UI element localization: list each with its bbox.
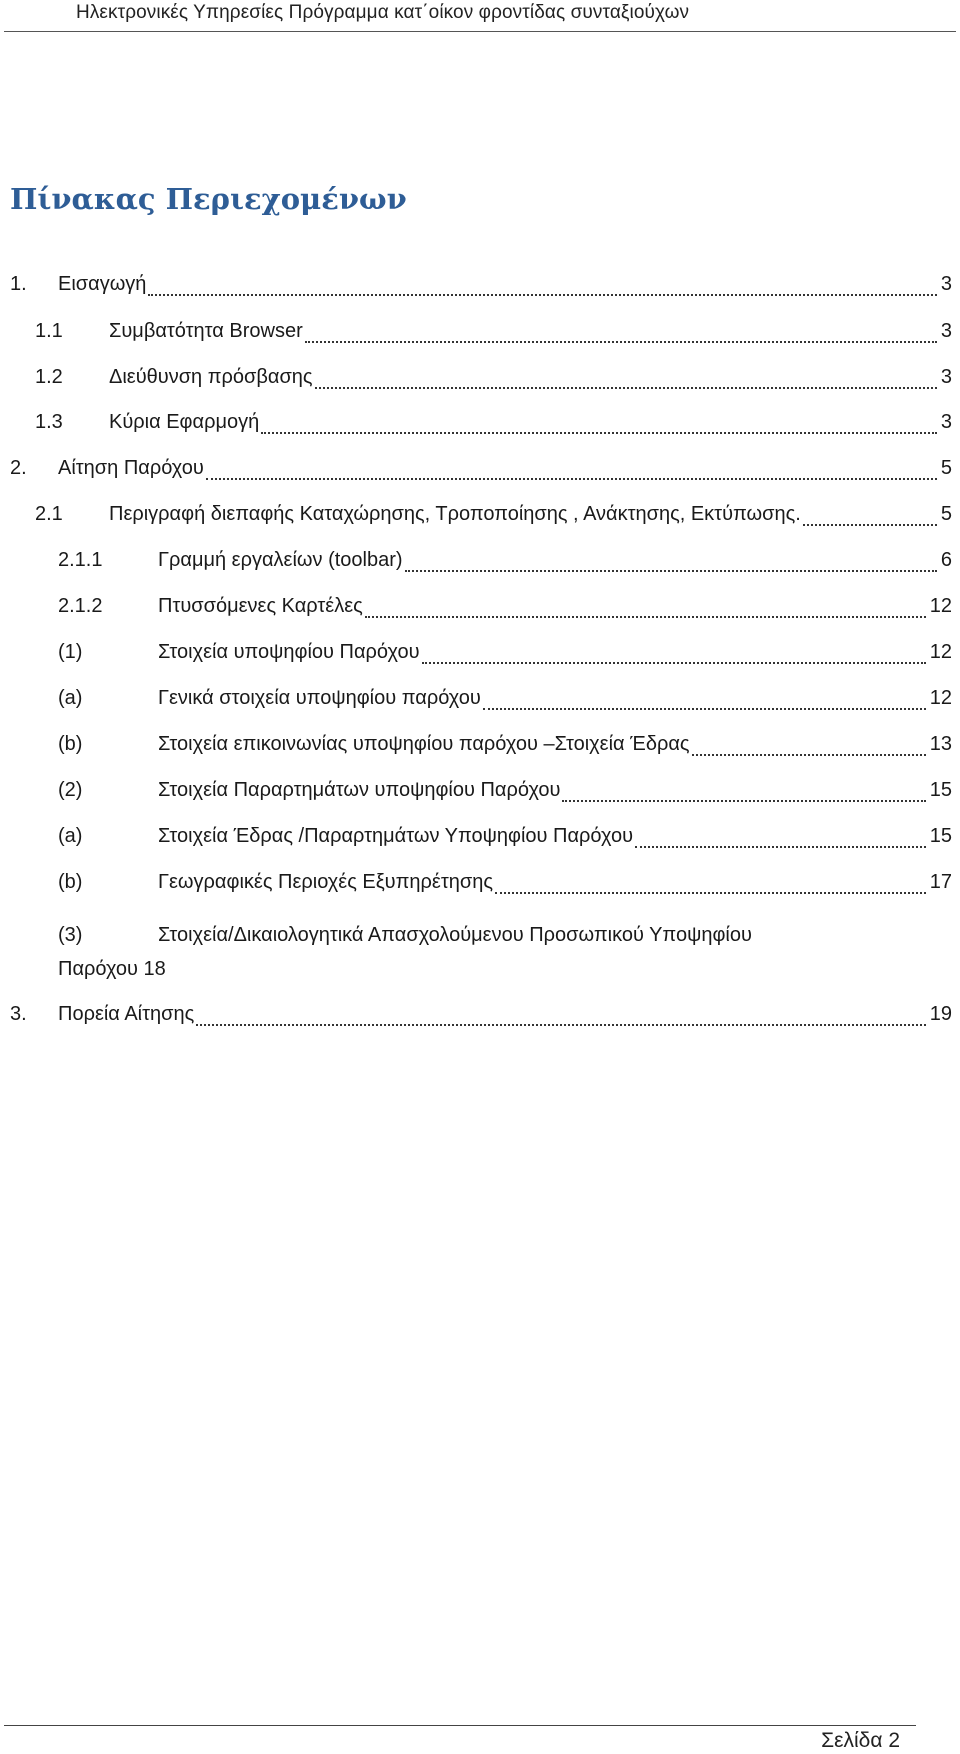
toc-entry[interactable] xyxy=(58,641,952,671)
toc-entry[interactable] xyxy=(58,687,952,717)
toc-entry-page: 3 xyxy=(940,366,952,388)
header-divider xyxy=(4,31,956,32)
toc-entry-number: 2. xyxy=(10,457,27,479)
toc-leader xyxy=(483,707,926,710)
toc-leader xyxy=(562,799,925,802)
toc-entry-text: Γεωγραφικές Περιοχές Εξυπηρέτησης xyxy=(158,871,493,893)
toc-title: Πίνακας Περιεχομένων xyxy=(10,182,407,216)
toc-leader xyxy=(803,523,937,526)
toc-leader xyxy=(206,477,937,480)
toc-entry-page: 3 xyxy=(940,273,952,295)
toc-entry-page: 19 xyxy=(929,1003,952,1025)
toc-entry-text: Αίτηση Παρόχου xyxy=(58,457,204,479)
toc-leader xyxy=(315,386,937,389)
toc-entry[interactable] xyxy=(35,366,952,396)
toc-entry-text: Στοιχεία/Δικαιολογητικά Απασχολούμενου Προσωπικού Υποψηφίου xyxy=(158,924,752,946)
toc-entry-number: (a) xyxy=(58,687,83,709)
toc-entry[interactable] xyxy=(58,825,952,855)
toc-entry-page: 15 xyxy=(929,825,952,847)
toc-entry[interactable] xyxy=(58,779,952,809)
toc-entry[interactable] xyxy=(35,503,952,533)
toc-entry[interactable] xyxy=(58,595,952,625)
page-header xyxy=(0,0,960,34)
toc-entry-page: 6 xyxy=(940,549,952,571)
toc-entry-number: (3) xyxy=(58,924,83,946)
toc-entry[interactable] xyxy=(58,871,952,901)
toc-leader xyxy=(405,569,937,572)
toc-entry-text: Στοιχεία επικοινωνίας υποψηφίου παρόχου –Στοιχεία Έδρας xyxy=(158,733,690,755)
toc-entry[interactable] xyxy=(10,273,952,303)
toc-entry-number: 1.2 xyxy=(35,366,63,388)
toc-entry-number: (b) xyxy=(58,871,83,893)
toc-leader xyxy=(635,845,926,848)
toc-entry-number: 1. xyxy=(10,273,27,295)
toc-entry-text: Διεύθυνση πρόσβασης xyxy=(109,366,313,388)
toc-entry-text: Εισαγωγή xyxy=(58,273,147,295)
toc-entry[interactable] xyxy=(10,428,952,458)
toc-entry-page: 3 xyxy=(940,320,952,342)
toc-entry[interactable] xyxy=(58,549,952,579)
toc-entry-text: Συμβατότητα Browser xyxy=(109,320,303,342)
toc-entry-text: Στοιχεία Έδρας /Παραρτημάτων Υποψηφίου Παρόχου xyxy=(158,825,634,847)
toc-entry-page: 12 xyxy=(929,595,952,617)
toc-leader xyxy=(495,891,926,894)
toc-entry[interactable] xyxy=(10,1003,952,1033)
toc-entry-number: 1.1 xyxy=(35,320,63,342)
page-number: Σελίδα 2 xyxy=(821,1729,900,1752)
toc-entry-text: Πτυσσόμενες Καρτέλες xyxy=(158,595,363,617)
toc-entry-number: (2) xyxy=(58,779,83,801)
toc-entry-number: 2.1 xyxy=(35,503,63,525)
footer-divider xyxy=(4,1725,916,1726)
toc-entry-text: Κύρια Εφαρμογή xyxy=(109,411,260,433)
toc-entry-text: Περιγραφή διεπαφής Καταχώρησης, Τροποποίησης , Ανάκτησης, Εκτύπωσης. xyxy=(109,503,801,525)
toc-entry-page: 5 xyxy=(940,457,952,479)
toc-entry-number: 1.3 xyxy=(35,411,63,433)
toc-leader xyxy=(196,1023,926,1026)
toc-entry[interactable] xyxy=(58,733,952,763)
toc-entry-text: Στοιχεία υποψηφίου Παρόχου xyxy=(158,641,420,663)
toc-leader xyxy=(365,615,926,618)
toc-entry-number: 2.1.1 xyxy=(58,549,103,571)
toc-leader xyxy=(422,661,926,664)
header-title: Ηλεκτρονικές Υπηρεσίες Πρόγραμμα κατ΄οίκον φροντίδας συνταξιούχων xyxy=(76,2,690,23)
toc-entry-page: 12 xyxy=(929,687,952,709)
toc-entry-page: 17 xyxy=(929,871,952,893)
toc-entry-number: 3. xyxy=(10,1003,27,1025)
toc-entry-number: (a) xyxy=(58,825,83,847)
toc-entry-number: 2.1.2 xyxy=(58,595,103,617)
toc-entry-text: Γενικά στοιχεία υποψηφίου παρόχου xyxy=(158,687,481,709)
toc-entry-number: (b) xyxy=(58,733,83,755)
toc-entry-text-continuation: Παρόχου 18 xyxy=(58,958,166,980)
toc-entry-wrapped[interactable] xyxy=(58,918,928,986)
toc-entry-text: Γραμμή εργαλείων (toolbar) xyxy=(158,549,403,571)
toc-leader xyxy=(148,293,936,296)
toc-entry-text: Πορεία Αίτησης xyxy=(58,1003,195,1025)
toc-entry-number: (1) xyxy=(58,641,83,663)
toc-entry-page: 15 xyxy=(929,779,952,801)
toc-entry-page: 13 xyxy=(929,733,952,755)
toc-entry[interactable] xyxy=(10,457,952,487)
toc-entry-page: 12 xyxy=(929,641,952,663)
toc-entry-page: 5 xyxy=(940,503,952,525)
toc-leader xyxy=(692,753,926,756)
toc-leader xyxy=(305,340,937,343)
toc-entry-page: 3 xyxy=(940,411,952,433)
toc-entry-text: Στοιχεία Παραρτημάτων υποψηφίου Παρόχου xyxy=(158,779,561,801)
toc-entry[interactable] xyxy=(35,320,952,350)
